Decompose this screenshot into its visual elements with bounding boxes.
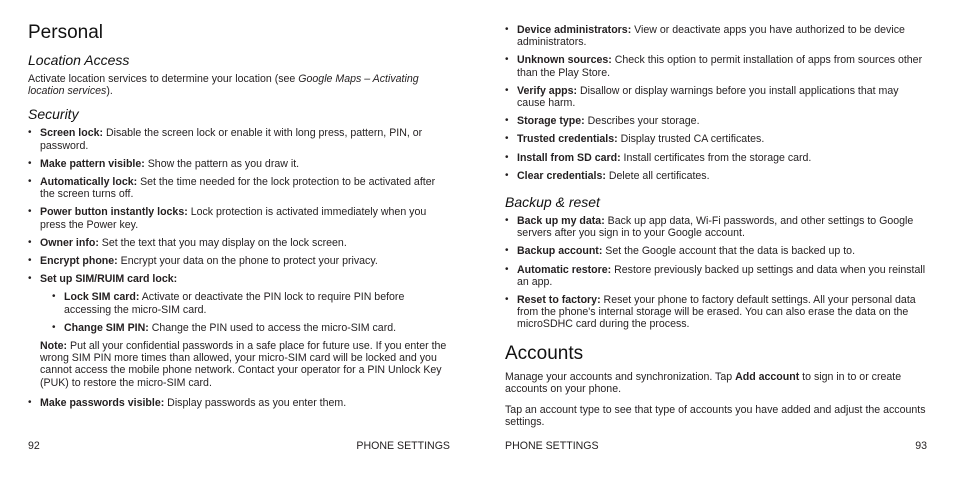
list-item bbox=[505, 115, 927, 127]
location-text-start: Activate location services to determine your location (see bbox=[28, 73, 299, 85]
list-item bbox=[28, 127, 450, 151]
item-term: Owner info: bbox=[40, 236, 99, 249]
security-list bbox=[28, 127, 450, 334]
item-desc: Display trusted CA certificates. bbox=[617, 133, 765, 146]
sim-lock-sublist bbox=[52, 291, 450, 334]
item-term: Back up my data: bbox=[517, 215, 605, 228]
item-term: Device administrators: bbox=[517, 24, 632, 36]
list-item bbox=[28, 158, 450, 170]
list-item bbox=[28, 273, 450, 334]
list-item bbox=[505, 215, 927, 239]
list-item bbox=[52, 291, 450, 315]
item-term: Change SIM PIN: bbox=[64, 321, 149, 334]
item-desc: Encrypt your data on the phone to protect your privacy. bbox=[117, 255, 378, 268]
left-page-content bbox=[28, 22, 450, 415]
page-number: 93 bbox=[915, 440, 927, 452]
item-desc: Describes your storage. bbox=[584, 115, 700, 128]
security-list-end bbox=[28, 397, 450, 409]
item-term: Screen lock: bbox=[40, 127, 104, 140]
item-desc: Set the text that you may display on the lock screen. bbox=[98, 236, 347, 249]
heading-security: Security bbox=[28, 106, 79, 123]
item-desc: Show the pattern as you draw it. bbox=[144, 157, 300, 170]
item-term: Automatic restore: bbox=[517, 263, 612, 276]
item-desc: Restore previously backed up settings and data when you reinstall an app. bbox=[517, 263, 926, 288]
backup-list bbox=[505, 215, 927, 331]
item-term: Make passwords visible: bbox=[40, 396, 165, 409]
item-term: Clear credentials: bbox=[517, 169, 606, 182]
item-desc: Disable the screen lock or enable it with long press, pattern, PIN, or password. bbox=[40, 127, 423, 152]
item-term: Storage type: bbox=[517, 115, 585, 128]
item-desc: Disallow or display warnings before you install applications that may cause harm. bbox=[517, 84, 899, 110]
note-label: Note: bbox=[40, 340, 68, 353]
list-item bbox=[505, 152, 927, 164]
item-term: Reset to factory: bbox=[517, 294, 601, 307]
item-desc: Back up app data, Wi-Fi passwords, and other settings to Google servers after you sign in to your Google account. bbox=[517, 215, 914, 240]
item-desc: Set the Google account that the data is backed up to. bbox=[602, 245, 856, 258]
item-desc: Change the PIN used to access the micro-SIM card. bbox=[148, 321, 397, 334]
list-item bbox=[505, 85, 927, 109]
item-term: Power button instantly locks: bbox=[40, 206, 188, 219]
item-desc: Set the time needed for the lock protection to be activated after the screen turns off. bbox=[40, 176, 436, 201]
item-desc: Delete all certificates. bbox=[605, 169, 710, 182]
list-item bbox=[505, 245, 927, 257]
right-page bbox=[505, 0, 927, 477]
list-item bbox=[28, 255, 450, 267]
item-term: Make pattern visible: bbox=[40, 157, 145, 170]
heading-backup-reset: Backup & reset bbox=[505, 194, 600, 211]
location-crossref: Google Maps – Activating location services bbox=[28, 73, 419, 98]
item-term: Lock SIM card: bbox=[64, 291, 140, 304]
list-item bbox=[505, 24, 927, 48]
right-page-content bbox=[505, 24, 927, 437]
accounts-text-end: to sign in to or create accounts on your phone. bbox=[505, 370, 902, 395]
item-term: Verify apps: bbox=[517, 84, 578, 97]
accounts-paragraph-2: Tap an account type to see that type of accounts you have added and adjust the accounts settings. bbox=[505, 404, 926, 429]
item-desc: Display passwords as you enter them. bbox=[164, 396, 347, 409]
security-list-continued bbox=[505, 24, 927, 182]
item-desc: View or deactivate apps you have authorized to be device administrators. bbox=[517, 24, 905, 49]
list-item bbox=[52, 322, 450, 334]
item-desc: Lock protection is activated immediately when you press the Power key. bbox=[40, 206, 427, 231]
add-account-term: Add account bbox=[735, 370, 800, 383]
item-term: Unknown sources: bbox=[517, 54, 612, 67]
list-item bbox=[505, 170, 927, 182]
list-item bbox=[28, 176, 450, 200]
list-item bbox=[28, 237, 450, 249]
item-desc: Install certificates from the storage card. bbox=[620, 151, 812, 164]
item-term: Set up SIM/RUIM card lock: bbox=[40, 273, 178, 286]
page-number: 92 bbox=[28, 440, 40, 452]
item-term: Automatically lock: bbox=[40, 176, 138, 189]
item-term: Trusted credentials: bbox=[517, 133, 618, 146]
location-text-end: ). bbox=[106, 85, 113, 98]
list-item bbox=[505, 133, 927, 145]
section-title-accounts: Accounts bbox=[505, 342, 584, 364]
item-desc: Check this option to permit installation of apps from sources other than the Play Store. bbox=[517, 54, 923, 79]
list-item bbox=[28, 206, 450, 230]
item-desc: Reset your phone to factory default settings. All your personal data from the phone's internal storage will be erased. You can also erase the data on the microSDHC card during the process. bbox=[517, 294, 916, 331]
heading-location-access: Location Access bbox=[28, 52, 130, 68]
list-item bbox=[505, 54, 927, 78]
footer-label: PHONE SETTINGS bbox=[356, 440, 450, 452]
left-page bbox=[28, 0, 450, 477]
footer-label: PHONE SETTINGS bbox=[505, 440, 599, 452]
list-item bbox=[505, 264, 927, 288]
list-item bbox=[505, 294, 927, 331]
list-item bbox=[28, 397, 450, 409]
item-desc: Activate or deactivate the PIN lock to require PIN before accessing the micro-SIM card. bbox=[64, 291, 405, 316]
note-text: Put all your confidential passwords in a safe place for future use. If you enter the wrong SIM PIN more times than allowed, your micro-SIM card will be locked and you cannot access the mobile phone network. Contact your operator for a PIN Unlock Key (PUK) to restore the micro-SIM card. bbox=[40, 340, 447, 389]
item-term: Install from SD card: bbox=[517, 151, 621, 164]
location-access-paragraph bbox=[28, 73, 450, 97]
item-term: Backup account: bbox=[517, 245, 603, 258]
accounts-text-start: Manage your accounts and synchronization. Tap bbox=[505, 370, 736, 383]
accounts-paragraph-1 bbox=[505, 371, 927, 395]
section-title-personal: Personal bbox=[28, 22, 103, 43]
item-term: Encrypt phone: bbox=[40, 255, 118, 268]
note-paragraph bbox=[40, 340, 450, 389]
